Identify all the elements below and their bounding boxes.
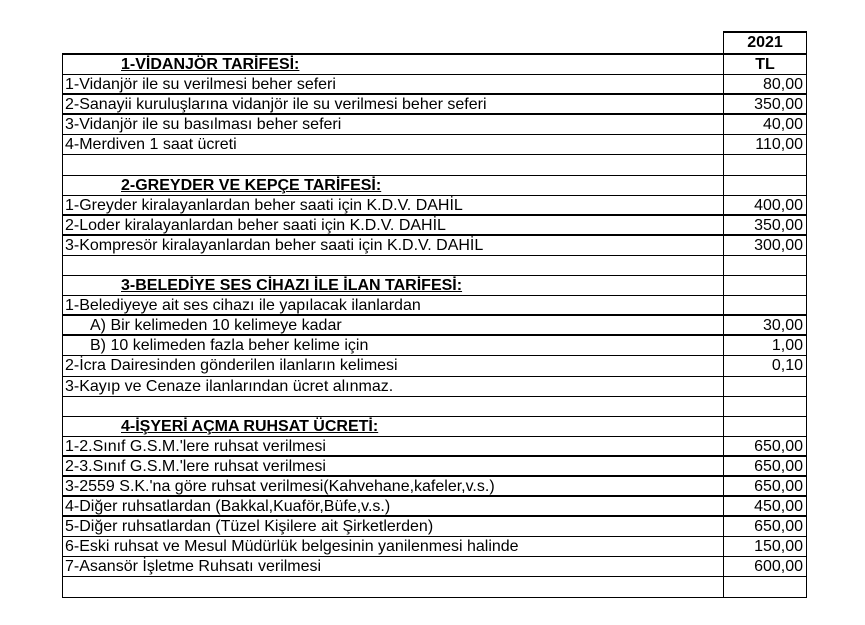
tariff-price: 650,00: [754, 477, 803, 495]
tariff-price: 80,00: [762, 76, 803, 94]
table-row: [63, 497, 806, 517]
section-header-row: [63, 55, 806, 75]
tariff-price: 650,00: [754, 518, 803, 536]
tariff-price: 300,00: [754, 236, 803, 254]
section-header-row: [63, 417, 806, 437]
blank-row: [63, 256, 806, 276]
empty-cell: [724, 577, 806, 596]
empty-cell: [724, 377, 806, 396]
year-header: 2021: [723, 31, 807, 53]
table-row: [63, 75, 806, 95]
section-header-row: [63, 176, 806, 196]
table-row: [63, 356, 806, 376]
section-title: 2-GREYDER VE KEPÇE TARİFESİ:: [63, 176, 724, 195]
empty-cell: [63, 397, 724, 416]
table-row: [63, 236, 806, 256]
tariff-item-label: 4-Diğer ruhsatlardan (Bakkal,Kuaför,Büfe,v.s.): [63, 497, 724, 515]
table-row: [63, 196, 806, 216]
tariff-price: 450,00: [754, 498, 803, 516]
table-row: [63, 95, 806, 115]
tariff-price: 650,00: [754, 457, 803, 475]
tariff-item-label: 2-Sanayii kuruluşlarına vidanjör ile su verilmesi beher seferi: [63, 95, 724, 113]
tariff-item-label: A) Bir kelimeden 10 kelimeye kadar: [63, 316, 724, 334]
empty-cell: [724, 155, 806, 174]
currency-header: TL: [755, 56, 775, 73]
table-row: [63, 457, 806, 477]
blank-row: [63, 155, 806, 175]
tariff-item-label: 2-3.Sınıf G.S.M.'lere ruhsat verilmesi: [63, 457, 724, 475]
tariff-table: [62, 53, 807, 598]
blank-row: [63, 397, 806, 417]
tariff-price: 1,00: [771, 337, 803, 355]
blank-row: [63, 577, 806, 597]
table-row: [63, 296, 806, 316]
tariff-item-label: 3-Vidanjör ile su basılması beher seferi: [63, 115, 724, 134]
table-row: [63, 477, 806, 497]
tariff-item-label: 1-2.Sınıf G.S.M.'lere ruhsat verilmesi: [63, 437, 724, 455]
tariff-item-label: 3-Kompresör kiralayanlardan beher saati için K.D.V. DAHİL: [63, 236, 724, 255]
tariff-item-label: 1-Belediyeye ait ses cihazı ile yapılacak ilanlardan: [63, 296, 724, 314]
section-title: 1-VİDANJÖR TARİFESİ:: [63, 55, 724, 74]
tariff-price: 150,00: [754, 538, 803, 556]
tariff-price: 350,00: [754, 216, 803, 234]
table-row: [63, 537, 806, 557]
tariff-price: 400,00: [754, 196, 803, 214]
table-row: [63, 135, 806, 155]
table-row: [63, 557, 806, 577]
empty-cell: [724, 256, 806, 275]
tariff-item-label: 6-Eski ruhsat ve Mesul Müdürlük belgesinin yanilenmesi halinde: [63, 537, 724, 556]
empty-cell: [724, 296, 806, 314]
section-title: 3-BELEDİYE SES CİHAZI İLE İLAN TARİFESİ:: [63, 276, 724, 295]
tariff-price: 0,10: [771, 357, 803, 375]
tariff-price: 30,00: [762, 317, 803, 335]
section-title: 4-İŞYERİ AÇMA RUHSAT ÜCRETİ:: [63, 417, 724, 436]
tariff-price: 40,00: [762, 116, 803, 134]
tariff-item-label: 7-Asansör İşletme Ruhsatı verilmesi: [63, 557, 724, 576]
tariff-price: 110,00: [755, 136, 803, 154]
tariff-item-label: 3-Kayıp ve Cenaze ilanlarından ücret alınmaz.: [63, 377, 724, 396]
tariff-item-label: 3-2559 S.K.'na göre ruhsat verilmesi(Kahvehane,kafeler,v.s.): [63, 477, 724, 495]
table-row: [63, 115, 806, 135]
tariff-item-label: 1-Greyder kiralayanlardan beher saati için K.D.V. DAHİL: [63, 196, 724, 214]
tariff-price: 600,00: [754, 558, 803, 576]
tariff-item-label: 2-Loder kiralayanlardan beher saati için K.D.V. DAHİL: [63, 216, 724, 234]
empty-cell: [63, 155, 724, 174]
section-header-row: [63, 276, 806, 296]
empty-cell: [63, 577, 724, 596]
tariff-item-label: 2-İcra Dairesinden gönderilen ilanların kelimesi: [63, 356, 724, 375]
tariff-item-label: 1-Vidanjör ile su verilmesi beher seferi: [63, 75, 724, 93]
table-row: [63, 377, 806, 397]
empty-cell: [63, 256, 724, 275]
empty-cell: [724, 176, 806, 195]
empty-cell: [724, 276, 806, 295]
tariff-price: 650,00: [754, 437, 803, 455]
tariff-price: 350,00: [754, 96, 803, 114]
tariff-item-label: B) 10 kelimeden fazla beher kelime için: [63, 336, 724, 355]
table-row: [63, 316, 806, 336]
table-row: [63, 437, 806, 457]
table-row: [63, 336, 806, 356]
tariff-item-label: 4-Merdiven 1 saat ücreti: [63, 135, 724, 154]
tariff-item-label: 5-Diğer ruhsatlardan (Tüzel Kişilere ait Şirketlerden): [63, 517, 724, 536]
empty-cell: [724, 397, 806, 416]
table-row: [63, 517, 806, 537]
table-row: [63, 216, 806, 236]
empty-cell: [724, 417, 806, 436]
